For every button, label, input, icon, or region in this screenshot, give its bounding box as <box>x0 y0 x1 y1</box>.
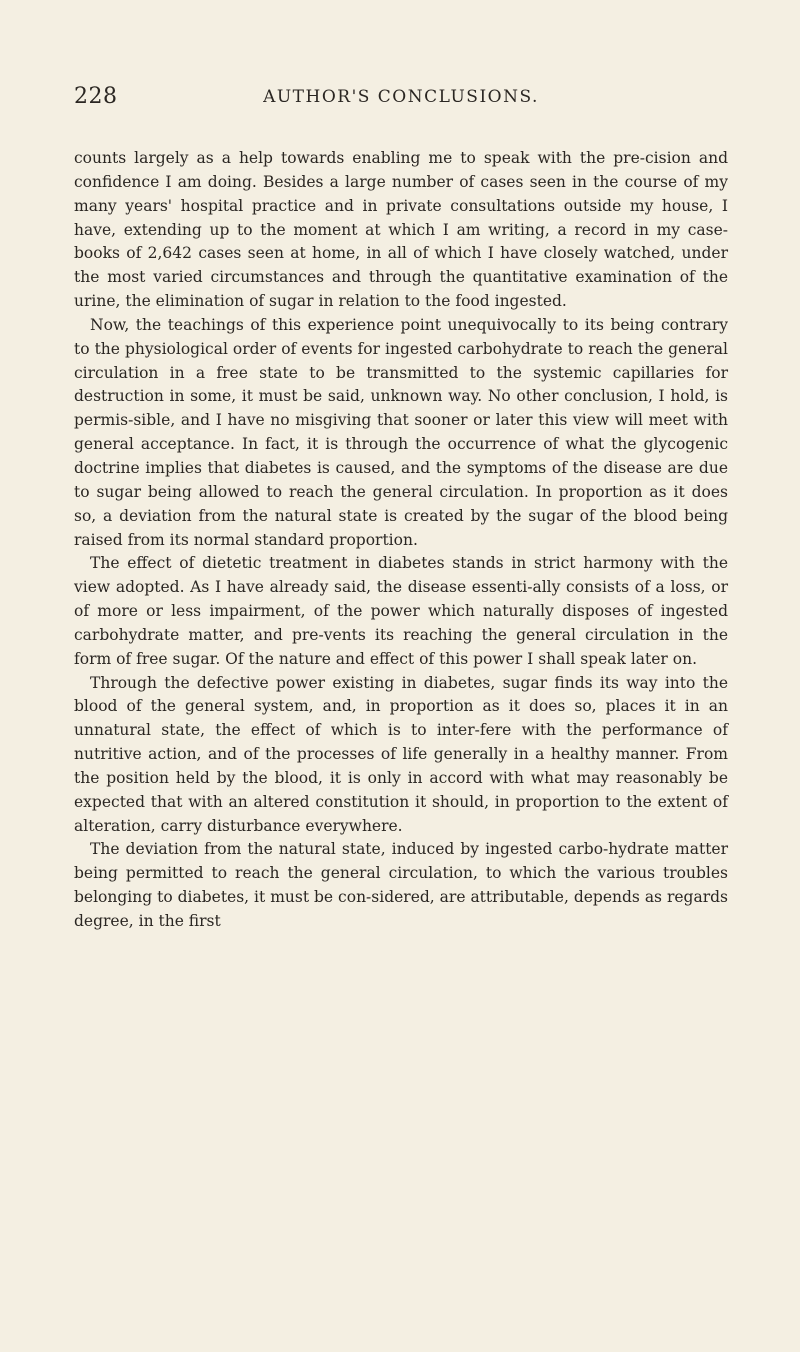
paragraph-teachings: Now, the teachings of this experience point unequivocally to its being contrary to the physiological order of events for ingested carbohydrate to reach the general circulation in a free state to be transmitted to the systemic capillaries for destruction in some, it must be said, unknown way. No other conclusion, I hold, is permis-sible, and I have no misgiving that sooner or later this view will meet with general acceptance. In fact, it is through the occurrence of what the glycogenic doctrine implies that diabetes is caused, and the symptoms of the disease are due to sugar being allowed to reach the general circulation. In proportion as it does so, a deviation from the natural state is created by the sugar of the blood being raised from its normal standard proportion. <box>74 315 728 549</box>
paragraph-continuation: counts largely as a help towards enabling me to speak with the pre-cision and confidence I am doing. Besides a large number of cases seen in the course of my many years' hospital practice and in private consultations outside my house, I have, extending up to the moment at which I am writing, a record in my case-books of 2,642 cases seen at home, in all of which I have closely watched, under the most varied circumstances and through the quantitative examination of the urine, the elimination of sugar in relation to the food ingested. <box>74 149 728 311</box>
page-header <box>74 84 728 114</box>
paragraph-defective-power: Through the defective power existing in diabetes, sugar finds its way into the blood of the general system, and, in proportion as it does so, places it in an unnatural state, the effect of which is to inter-fere with the performance of nutritive action, and of the processes of life generally in a healthy manner. From the position held by the blood, it is only in accord with what may reasonably be expected that with an altered constitution it should, in proportion to the extent of alteration, carry disturbance everywhere. <box>74 673 728 835</box>
body-text <box>74 147 728 934</box>
paragraph-deviation: The deviation from the natural state, induced by ingested carbo-hydrate matter being permitted to reach the general circulation, to which the various troubles belonging to diabetes, it must be con-sidered, are attributable, depends as regards degree, in the first <box>74 840 728 930</box>
running-head: AUTHOR'S CONCLUSIONS. <box>263 87 539 107</box>
page-number: 228 <box>74 84 118 109</box>
paragraph-dietetic-treatment: The effect of dietetic treatment in diabetes stands in strict harmony with the view adopted. As I have already said, the disease essenti-ally consists of a loss, or of more or less impairment, of the power which naturally disposes of ingested carbohydrate matter, and pre-vents its reaching the general circulation in the form of free sugar. Of the nature and effect of this power I shall speak later on. <box>74 554 728 668</box>
